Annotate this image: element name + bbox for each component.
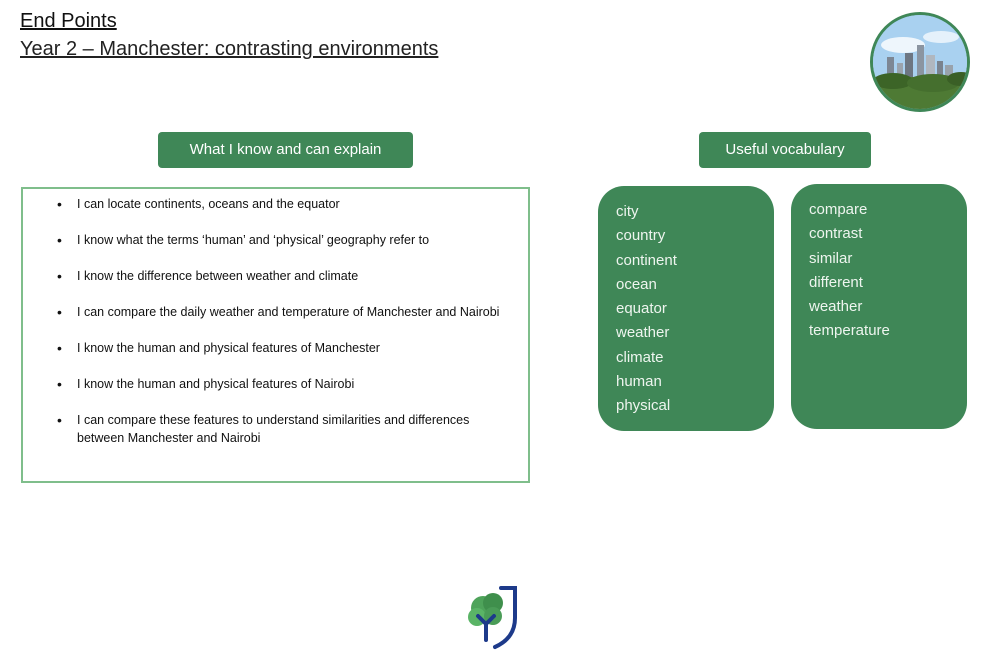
vocabulary-word: temperature (809, 322, 890, 340)
vocabulary-panel-right (791, 184, 967, 429)
know-item: • I know the difference between weather and climate (57, 267, 508, 285)
tree-person-logo-icon (465, 584, 521, 650)
page-subtitle: Year 2 – Manchester: contrasting environments (20, 38, 439, 60)
vocabulary-word: city (616, 203, 639, 220)
know-list (57, 195, 508, 447)
know-item: • I know the human and physical features of Nairobi (57, 375, 508, 393)
know-item: • I can locate continents, oceans and the equator (57, 195, 508, 213)
page-title: End Points (20, 10, 117, 32)
school-logo (465, 584, 521, 650)
know-heading-badge: What I know and can explain (158, 132, 413, 168)
vocabulary-heading-badge: Useful vocabulary (699, 132, 871, 168)
vocabulary-word: weather (809, 298, 863, 316)
vocabulary-word: contrast (809, 225, 863, 243)
vocabulary-word: equator (616, 300, 667, 318)
know-item: • I can compare the daily weather and temperature of Manchester and Nairobi (57, 303, 508, 321)
know-panel (21, 187, 530, 483)
city-skyline-photo (870, 12, 970, 112)
city-skyline-image (873, 15, 967, 109)
vocabulary-word: country (616, 227, 666, 245)
vocabulary-list-right (809, 198, 967, 344)
vocabulary-word: weather (616, 324, 670, 342)
vocabulary-word: physical (616, 397, 671, 415)
vocabulary-word: compare (809, 201, 868, 218)
vocabulary-panel-left (598, 186, 774, 431)
vocabulary-list-left (616, 200, 774, 419)
know-item: • I know what the terms ‘human’ and ‘physical’ geography refer to (57, 231, 508, 249)
vocabulary-word: similar (809, 249, 853, 267)
vocabulary-word: climate (616, 348, 664, 366)
know-item: • I know the human and physical features of Manchester (57, 339, 508, 357)
vocabulary-word: different (809, 273, 863, 291)
know-item: • I can compare these features to understand similarities and differences between Manchester and Nairobi (57, 411, 508, 447)
vocabulary-word: human (616, 373, 662, 391)
vocabulary-word: continent (616, 251, 677, 269)
vocabulary-word: ocean (616, 275, 657, 293)
